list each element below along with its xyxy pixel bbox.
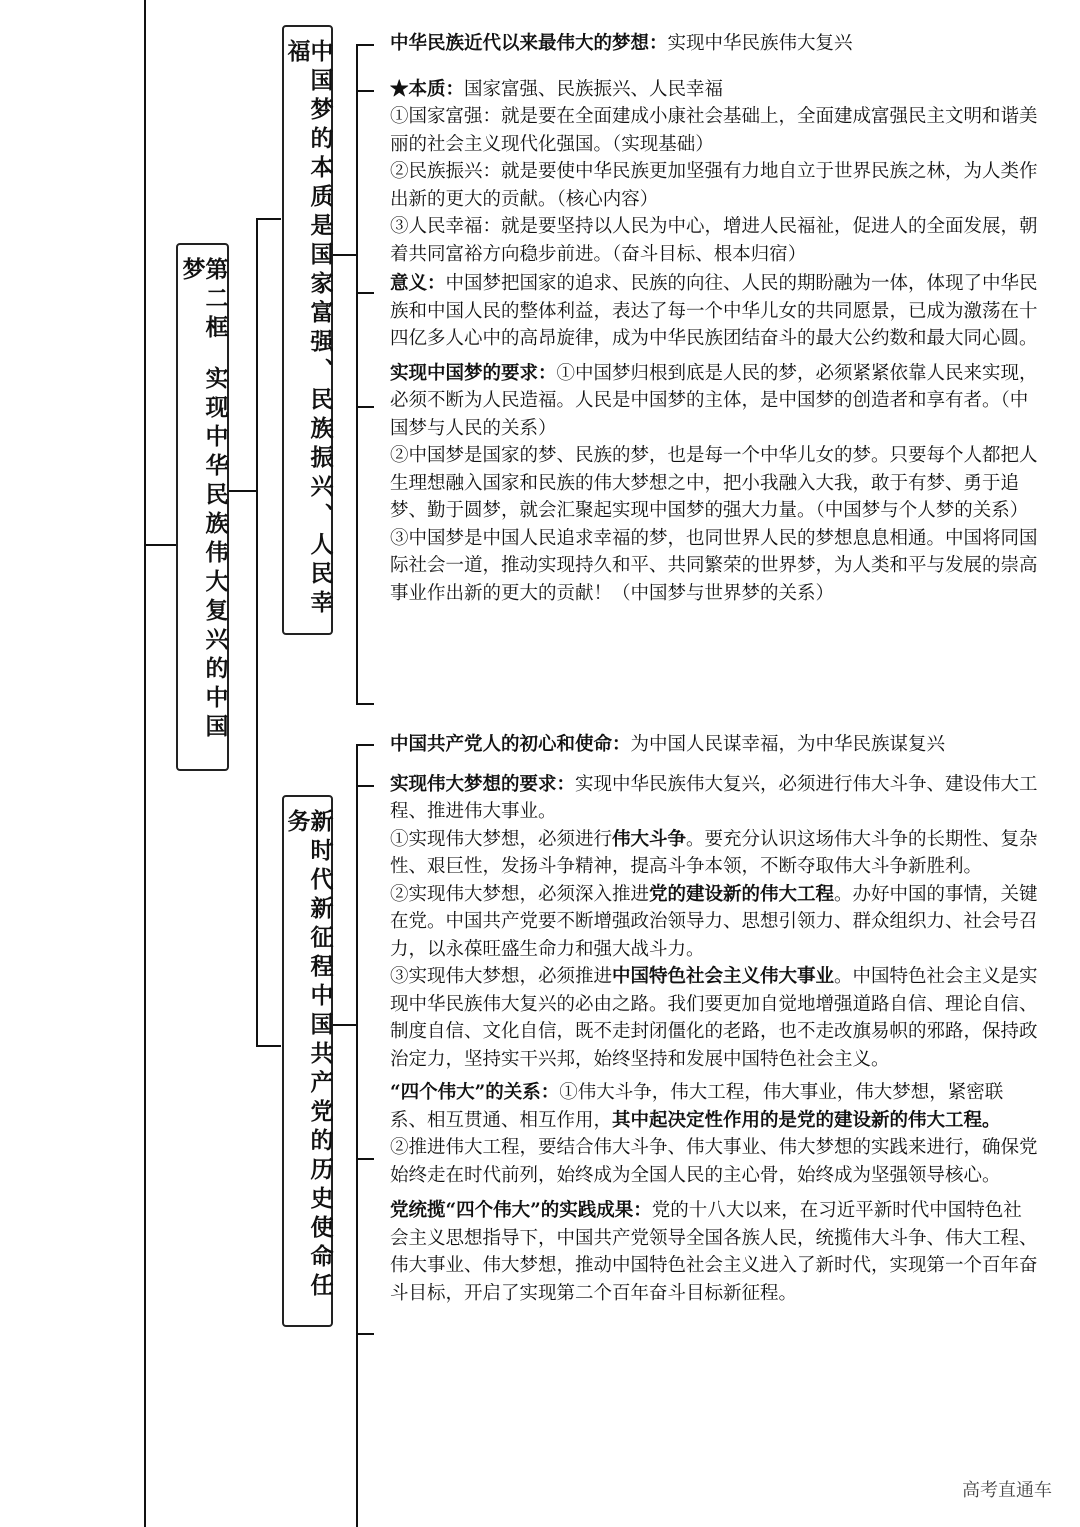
tick (356, 292, 374, 294)
section1-connector-line (332, 254, 356, 256)
section1-stub-line (256, 218, 281, 220)
dream-entry (390, 30, 1038, 58)
four-great-entry: “四个伟大”的关系：①伟大斗争，伟大工程，伟大事业，伟大梦想，紧密联系、相互贯通、相互作用，其中起决定性作用的是党的建设新的伟大工程。 (390, 1082, 1004, 1131)
section1-bracket-line (356, 44, 358, 704)
tick (356, 1158, 374, 1160)
frame-title-part1: 第二框 (201, 257, 228, 344)
root-branch-line (144, 544, 176, 546)
section1-content (390, 30, 1038, 607)
section2-box-label: 新时代新征程中国共产党的历史使命任务 (283, 809, 333, 1302)
tick (356, 1333, 374, 1335)
essence-item-2: ②民族振兴：就是要使中华民族更加坚强有力地自立于世界民族之林，为人类作出新的更大的贡献。（核心内容） (390, 161, 1038, 210)
requirement-item-3: ③中国梦是中国人民追求幸福的梦，也同世界人民的梦想息息相通。中国将同国际社会一道，推动实现持久和平、共同繁荣的世界梦，为人类和平与发展的崇高事业作出新的更大的贡献！（中国梦与世界梦的关系） (390, 527, 1038, 604)
great-requirement-text: 实现中华民族伟大复兴，必须进行伟大斗争、建设伟大工程、推进伟大事业。 (390, 773, 1038, 822)
tick (356, 406, 374, 408)
frame-title-box (176, 243, 229, 771)
essence-label: ★本质： (390, 78, 465, 100)
meaning-label: 意义： (390, 273, 446, 294)
section2-connector-line (332, 1024, 356, 1026)
requirement-label: 实现中国梦的要求： (390, 362, 557, 384)
meaning-entry (390, 270, 1038, 353)
section2-content (390, 731, 1038, 1307)
section-bracket-line (256, 218, 258, 1046)
requirement-entry (390, 360, 1038, 443)
mission-entry (390, 731, 1038, 759)
great-requirement-label: 实现伟大梦想的要求： (390, 773, 576, 795)
mission-text: 为中国人民谋幸福，为中华民族谋复兴 (630, 734, 946, 755)
requirement-item-2: ②中国梦是国家的梦、民族的梦，也是每一个中华儿女的梦。只要每个人都把人生理想融入国家和民族的伟大梦想之中，把小我融入大我，敢于有梦、勇于追梦、勤于圆梦，就会汇聚起实现中国梦的强大力量。（中国梦与个人梦的关系） (390, 445, 1038, 521)
result-label: 党统揽“四个伟大”的实践成果： (390, 1200, 652, 1221)
tick (356, 744, 374, 746)
section1-box-label: 中国梦的本质是国家富强、民族振兴、人民幸福 (283, 39, 333, 619)
result-text: 党的十八大以来，在习近平新时代中国特色社会主义思想指导下，中国共产党领导全国各族人民，统揽伟大斗争、伟大工程、伟大事业、伟大梦想，推动中国特色社会主义进入了新时代，实现第一个百年奋斗目标，开启了实现第二个百年奋斗目标新征程。 (390, 1200, 1038, 1304)
tick (356, 90, 374, 92)
requirement-item-1: ①中国梦归根到底是人民的梦，必须紧紧依靠人民来实现，必须不断为人民造福。人民是中国梦的主体，是中国梦的创造者和享有者。（中国梦与人民的关系） (390, 362, 1038, 439)
watermark: 高考直通车 (962, 1480, 1052, 1501)
tick (356, 44, 374, 46)
essence-entry (390, 76, 1038, 104)
section1-box (282, 25, 333, 635)
great-item-2: ②实现伟大梦想，必须深入推进党的建设新的伟大工程。办好中国的事情，关键在党。中国共产党要不断增强政治领导力、思想引领力、群众组织力、社会号召力，以永葆旺盛生命力和强大战斗力。 (390, 883, 1038, 960)
tick (356, 703, 374, 705)
four-great-label: “四个伟大”的关系： (390, 1082, 560, 1103)
great-item-3: ③实现伟大梦想，必须推进中国特色社会主义伟大事业。中国特色社会主义是实现中华民族伟大复兴的必由之路。我们要更加自觉地增强道路自信、理论自信、制度自信、文化自信，既不走封闭僵化的老路，也不走改旗易帜的邪路，保持政治定力，坚持实干兴邦，始终坚持和发展中国特色社会主义。 (390, 966, 1038, 1070)
section2-stub-line (256, 1045, 281, 1047)
root-vertical-line (144, 0, 146, 1527)
dream-text: 实现中华民族伟大复兴 (667, 33, 853, 54)
section2-box (282, 795, 333, 1327)
mission-label: 中国共产党人的初心和使命： (390, 734, 631, 755)
essence-item-1: ①国家富强：就是要在全面建成小康社会基础上，全面建成富强民主文明和谐美丽的社会主义现代化强国。（实现基础） (390, 106, 1038, 155)
section2-bracket-line (356, 744, 358, 1527)
essence-item-3: ③人民幸福：就是要坚持以人民为中心，增进人民福祉，促进人的全面发展，朝着共同富裕方向稳步前进。（奋斗目标、根本归宿） (390, 216, 1038, 265)
frame-branch-line (228, 490, 256, 492)
meaning-text: 中国梦把国家的追求、民族的向往、人民的期盼融为一体，体现了中华民族和中国人民的整体利益，表达了每一个中华儿女的共同愿景，已成为激荡在十四亿多人心中的高昂旋律，成为中华民族团结奋斗的最大公约数和最大同心圆。 (390, 273, 1038, 349)
frame-title-part2: 实现中华民族伟大复兴的中国梦 (178, 257, 228, 743)
great-requirement-entry (390, 771, 1038, 826)
result-entry (390, 1197, 1038, 1307)
great-item-1: ①实现伟大梦想，必须进行伟大斗争。要充分认识这场伟大斗争的长期性、复杂性、艰巨性，发扬斗争精神，提高斗争本领，不断夺取伟大斗争新胜利。 (390, 828, 1038, 877)
dream-label: 中华民族近代以来最伟大的梦想： (390, 33, 668, 54)
essence-text: 国家富强、民族振兴、人民幸福 (464, 78, 724, 100)
tick (356, 785, 374, 787)
four-great-item-2: ②推进伟大工程，要结合伟大斗争、伟大事业、伟大梦想的实践来进行，确保党始终走在时代前列，始终成为全国人民的主心骨，始终成为坚强领导核心。 (390, 1137, 1038, 1186)
